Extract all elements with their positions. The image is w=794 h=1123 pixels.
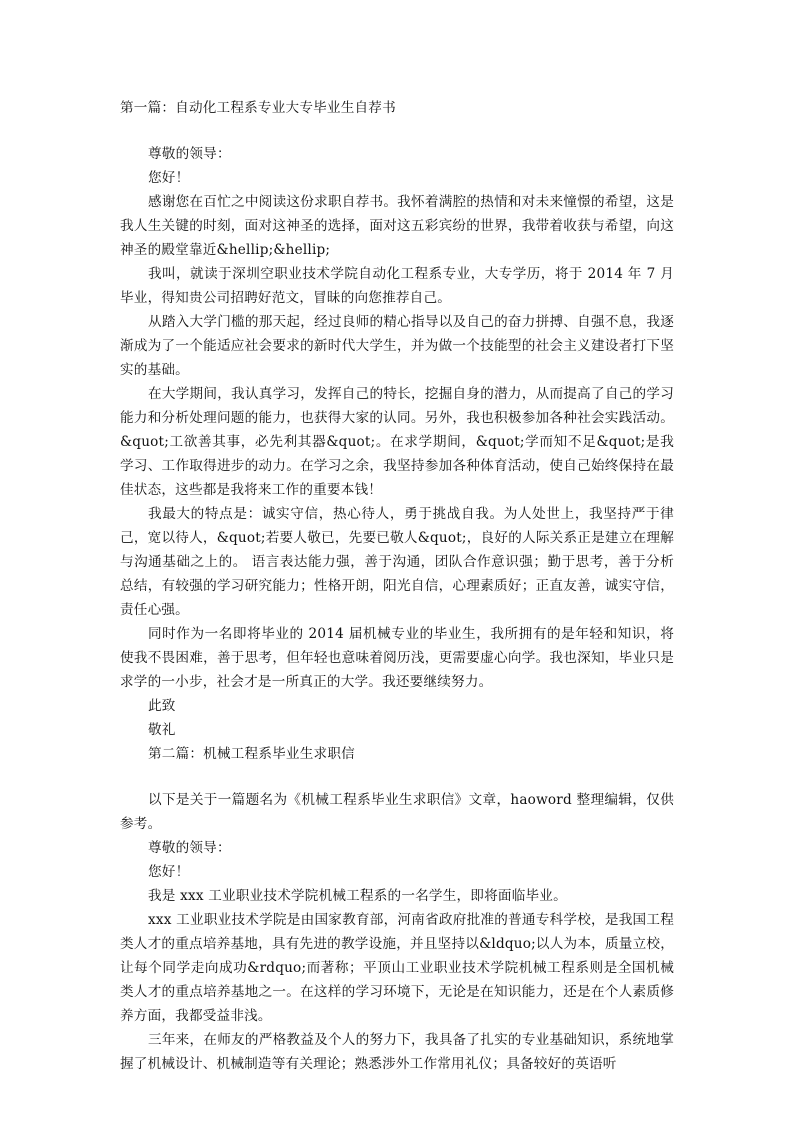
closing-line: 敬礼 (148, 722, 176, 738)
paragraph: 三年来，在师友的严格教益及个人的努力下，我具备了扎实的专业基础知识，系统地掌握了机械设计、机械制造等有关理论；熟悉涉外工作常用礼仪；具备较好的英语听 (120, 1032, 674, 1072)
greeting: 尊敬的领导： (148, 146, 231, 162)
section-title-2: 第二篇：机械工程系毕业生求职信 (148, 746, 355, 762)
section-title-1: 第一篇：自动化工程系专业大专毕业生自荐书 (120, 100, 396, 116)
paragraph: 我是 xxx 工业职业技术学院机械工程系的一名学生，即将面临毕业。 (148, 888, 567, 904)
greeting: 尊敬的领导： (148, 840, 231, 856)
paragraph: 感谢您在百忙之中阅读这份求职自荐书。我怀着满腔的热情和对未来憧憬的希望，这是我人生关键的时刻，面对这神圣的选择，面对这五彩宾纷的世界，我带着收获与希望，向这神圣的殿堂靠近&hellip;&hellip; (120, 194, 674, 258)
salutation: 您好！ (148, 864, 190, 880)
paragraph: 同时作为一名即将毕业的 2014 届机械专业的毕业生，我所拥有的是年轻和知识，将使我不畏困难，善于思考，但年轻也意味着阅历浅，更需要虚心向学。我也深知，毕业只是求学的一小步，社会才是一所真正的大学。我还要继续努力。 (120, 626, 674, 690)
paragraph: xxx 工业职业技术学院是由国家教育部，河南省政府批准的普通专科学校，是我国工程类人才的重点培养基地，具有先进的教学设施，并且坚持以&ldquo;以人为本，质量立校，让每个同学走向成功&rdquo;而著称；平顶山工业职业技术学院机械工程系则是全国机械类人才的重点培养基地之一。在这样的学习环境下，无论是在知识能力，还是在个人素质修养方面，我都受益非浅。 (120, 912, 674, 1024)
paragraph: 从踏入大学门槛的那天起，经过良师的精心指导以及自己的奋力拼搏、自强不息，我逐渐成为了一个能适应社会要求的新时代大学生，并为做一个技能型的社会主义建设者打下坚实的基础。 (120, 314, 674, 378)
paragraph: 以下是关于一篇题名为《机械工程系毕业生求职信》文章，haoword 整理编辑，仅供参考。 (120, 792, 674, 832)
closing-line: 此致 (148, 698, 176, 714)
paragraph: 我最大的特点是：诚实守信，热心待人，勇于挑战自我。为人处世上，我坚持严于律己，宽以待人，&quot;若要人敬已，先要已敬人&quot;，良好的人际关系正是建立在理解与沟通基础之上的。 语言表达能力强，善于沟通，团队合作意识强；勤于思考，善于分析总结，有较强的学习研究能力；性格开朗，阳光自信，心理素质好；正直友善，诚实守信，责任心强。 (120, 506, 674, 618)
paragraph: 我叫，就读于深圳空职业技术学院自动化工程系专业，大专学历，将于 2014 年 7 月毕业，得知贵公司招聘好范文，冒昧的向您推荐自己。 (120, 266, 674, 306)
salutation: 您好！ (148, 170, 190, 186)
paragraph: 在大学期间，我认真学习，发挥自己的特长，挖掘自身的潜力，从而提高了自己的学习能力和分析处理问题的能力，也获得大家的认同。另外，我也积极参加各种社会实践活动。&quot;工欲善其事，必先利其器&quot;。在求学期间，&quot;学而知不足&quot;是我学习、工作取得进步的动力。在学习之余，我坚持参加各种体育活动，使自己始终保持在最佳状态，这些都是我将来工作的重要本钱！ (120, 386, 674, 498)
document-body (120, 96, 674, 1076)
